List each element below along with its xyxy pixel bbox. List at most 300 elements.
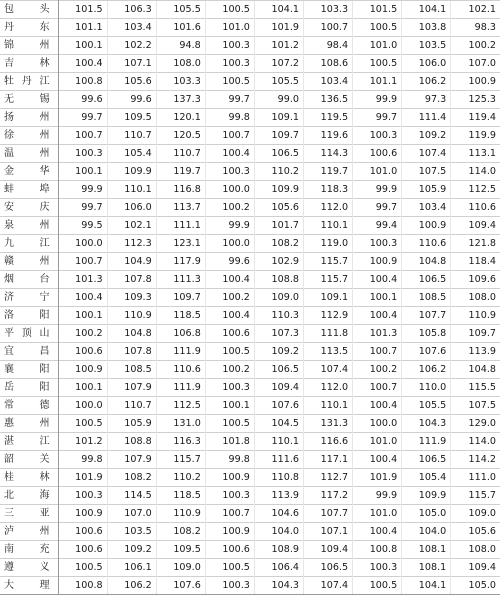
index-value-cell: 107.7 xyxy=(402,307,451,325)
table-row xyxy=(0,361,500,379)
index-value-cell: 110.1 xyxy=(254,433,303,451)
index-value-cell: 107.6 xyxy=(156,577,205,595)
index-value-cell: 105.5 xyxy=(402,397,451,415)
index-value-cell: 100.8 xyxy=(58,73,107,91)
index-value-cell: 99.6 xyxy=(205,253,254,271)
index-value-cell: 100.9 xyxy=(353,253,402,271)
index-value-cell: 99.6 xyxy=(107,91,156,109)
index-value-cell: 119.7 xyxy=(303,163,352,181)
city-name-cell: 南 充 xyxy=(0,541,58,559)
city-name-cell: 包 头 xyxy=(0,1,58,19)
index-value-cell: 119.5 xyxy=(303,109,352,127)
index-value-cell: 105.0 xyxy=(402,505,451,523)
city-name-cell: 扬 州 xyxy=(0,109,58,127)
index-value-cell: 109.5 xyxy=(107,109,156,127)
index-value-cell: 100.5 xyxy=(58,415,107,433)
index-value-cell: 110.2 xyxy=(156,469,205,487)
index-value-cell: 109.9 xyxy=(254,181,303,199)
index-value-cell: 100.3 xyxy=(205,577,254,595)
index-value-cell: 100.2 xyxy=(205,361,254,379)
index-value-cell: 110.1 xyxy=(303,217,352,235)
index-value-cell: 108.5 xyxy=(402,289,451,307)
index-value-cell: 99.8 xyxy=(205,109,254,127)
index-value-cell: 100.7 xyxy=(205,505,254,523)
index-value-cell: 109.9 xyxy=(107,163,156,181)
index-value-cell: 116.8 xyxy=(156,181,205,199)
index-value-cell: 115.7 xyxy=(451,487,500,505)
index-value-cell: 106.5 xyxy=(402,271,451,289)
index-value-cell: 108.0 xyxy=(451,289,500,307)
index-value-cell: 106.5 xyxy=(303,559,352,577)
table-row xyxy=(0,433,500,451)
index-value-cell: 100.6 xyxy=(58,343,107,361)
index-value-cell: 110.6 xyxy=(156,361,205,379)
index-value-cell: 107.1 xyxy=(303,523,352,541)
table-row xyxy=(0,91,500,109)
table-row xyxy=(0,541,500,559)
index-value-cell: 100.0 xyxy=(353,415,402,433)
index-value-cell: 108.1 xyxy=(402,559,451,577)
index-value-cell: 107.9 xyxy=(107,451,156,469)
index-value-cell: 99.7 xyxy=(353,109,402,127)
index-value-cell: 100.3 xyxy=(58,487,107,505)
table-row xyxy=(0,577,500,595)
index-value-cell: 99.7 xyxy=(58,109,107,127)
table-row xyxy=(0,37,500,55)
index-value-cell: 118.5 xyxy=(156,487,205,505)
index-value-cell: 100.3 xyxy=(205,487,254,505)
index-value-cell: 112.5 xyxy=(451,181,500,199)
index-value-cell: 109.4 xyxy=(451,217,500,235)
city-name-cell: 平顶山 xyxy=(0,325,58,343)
city-name-cell: 泉 州 xyxy=(0,217,58,235)
index-value-cell: 97.3 xyxy=(402,91,451,109)
index-value-cell: 107.3 xyxy=(254,325,303,343)
index-value-cell: 100.1 xyxy=(58,307,107,325)
table-row xyxy=(0,109,500,127)
index-value-cell: 100.2 xyxy=(205,199,254,217)
index-value-cell: 112.9 xyxy=(303,307,352,325)
index-value-cell: 100.3 xyxy=(353,127,402,145)
index-value-cell: 107.0 xyxy=(107,505,156,523)
index-value-cell: 111.8 xyxy=(303,325,352,343)
index-value-cell: 100.3 xyxy=(58,145,107,163)
index-value-cell: 100.1 xyxy=(58,163,107,181)
index-value-cell: 100.3 xyxy=(205,379,254,397)
index-value-cell: 113.1 xyxy=(451,145,500,163)
index-value-cell: 118.5 xyxy=(156,307,205,325)
index-value-cell: 100.2 xyxy=(451,37,500,55)
index-value-cell: 100.4 xyxy=(58,289,107,307)
city-name-cell: 赣 州 xyxy=(0,253,58,271)
city-name-cell: 吉 林 xyxy=(0,55,58,73)
index-value-cell: 115.7 xyxy=(156,451,205,469)
index-value-cell: 100.5 xyxy=(205,343,254,361)
index-value-cell: 99.8 xyxy=(58,451,107,469)
index-value-cell: 120.1 xyxy=(156,109,205,127)
index-value-cell: 105.4 xyxy=(107,145,156,163)
city-name-cell: 大 理 xyxy=(0,577,58,595)
index-value-cell: 100.0 xyxy=(58,235,107,253)
index-value-cell: 101.2 xyxy=(254,37,303,55)
index-value-cell: 109.4 xyxy=(303,541,352,559)
table-row xyxy=(0,163,500,181)
index-value-cell: 125.3 xyxy=(451,91,500,109)
index-value-cell: 100.1 xyxy=(205,397,254,415)
index-value-cell: 103.4 xyxy=(107,19,156,37)
table-row xyxy=(0,73,500,91)
city-name-cell: 丹 东 xyxy=(0,19,58,37)
index-value-cell: 137.3 xyxy=(156,91,205,109)
index-value-cell: 106.1 xyxy=(107,559,156,577)
index-value-cell: 100.0 xyxy=(58,397,107,415)
index-value-cell: 100.4 xyxy=(205,271,254,289)
index-value-cell: 131.3 xyxy=(303,415,352,433)
table-row xyxy=(0,505,500,523)
index-value-cell: 119.9 xyxy=(451,127,500,145)
index-value-cell: 110.9 xyxy=(451,307,500,325)
index-value-cell: 99.4 xyxy=(353,217,402,235)
index-value-cell: 109.7 xyxy=(254,127,303,145)
index-value-cell: 106.8 xyxy=(156,325,205,343)
index-value-cell: 111.4 xyxy=(402,109,451,127)
index-value-cell: 105.6 xyxy=(254,199,303,217)
city-name-cell: 无 锡 xyxy=(0,91,58,109)
index-value-cell: 115.5 xyxy=(451,379,500,397)
table-row xyxy=(0,451,500,469)
index-value-cell: 108.1 xyxy=(402,541,451,559)
index-value-cell: 99.7 xyxy=(353,199,402,217)
city-name-cell: 蚌 埠 xyxy=(0,181,58,199)
index-value-cell: 110.1 xyxy=(303,397,352,415)
index-value-cell: 100.3 xyxy=(205,37,254,55)
index-value-cell: 101.5 xyxy=(58,1,107,19)
index-value-cell: 111.6 xyxy=(254,451,303,469)
index-value-cell: 112.3 xyxy=(107,235,156,253)
table-row xyxy=(0,181,500,199)
index-value-cell: 107.5 xyxy=(402,163,451,181)
index-value-cell: 119.4 xyxy=(451,109,500,127)
table-row xyxy=(0,199,500,217)
index-value-cell: 100.7 xyxy=(353,343,402,361)
index-value-cell: 107.6 xyxy=(402,343,451,361)
index-value-cell: 100.5 xyxy=(205,415,254,433)
index-value-cell: 101.3 xyxy=(353,325,402,343)
index-value-cell: 101.7 xyxy=(254,217,303,235)
index-value-cell: 104.1 xyxy=(254,1,303,19)
city-name-cell: 牡丹江 xyxy=(0,73,58,91)
table-row xyxy=(0,325,500,343)
index-value-cell: 129.0 xyxy=(451,415,500,433)
index-value-cell: 100.8 xyxy=(353,541,402,559)
index-value-cell: 119.7 xyxy=(156,163,205,181)
index-value-cell: 109.3 xyxy=(107,289,156,307)
index-value-cell: 103.4 xyxy=(303,73,352,91)
index-value-cell: 103.5 xyxy=(107,523,156,541)
index-value-cell: 118.4 xyxy=(451,253,500,271)
index-value-cell: 102.1 xyxy=(451,1,500,19)
index-value-cell: 117.9 xyxy=(156,253,205,271)
index-value-cell: 111.9 xyxy=(156,343,205,361)
index-value-cell: 104.5 xyxy=(254,415,303,433)
index-value-cell: 100.2 xyxy=(58,325,107,343)
index-value-cell: 107.8 xyxy=(107,343,156,361)
index-value-cell: 114.2 xyxy=(451,451,500,469)
table-row xyxy=(0,19,500,37)
index-value-cell: 111.1 xyxy=(156,217,205,235)
index-value-cell: 100.9 xyxy=(451,73,500,91)
index-value-cell: 111.0 xyxy=(451,469,500,487)
index-value-cell: 107.4 xyxy=(303,577,352,595)
city-name-cell: 济 宁 xyxy=(0,289,58,307)
index-value-cell: 108.8 xyxy=(107,433,156,451)
index-value-cell: 110.2 xyxy=(254,163,303,181)
index-value-cell: 100.4 xyxy=(353,397,402,415)
index-value-cell: 100.2 xyxy=(205,289,254,307)
index-value-cell: 120.5 xyxy=(156,127,205,145)
index-value-cell: 100.9 xyxy=(402,217,451,235)
index-value-cell: 105.9 xyxy=(107,415,156,433)
index-value-cell: 105.4 xyxy=(402,469,451,487)
index-value-cell: 105.5 xyxy=(156,1,205,19)
index-value-cell: 109.5 xyxy=(156,541,205,559)
index-value-cell: 107.5 xyxy=(451,397,500,415)
index-value-cell: 116.6 xyxy=(303,433,352,451)
index-value-cell: 103.5 xyxy=(402,37,451,55)
index-value-cell: 105.8 xyxy=(402,325,451,343)
table-row xyxy=(0,469,500,487)
city-name-cell: 金 华 xyxy=(0,163,58,181)
index-value-cell: 109.1 xyxy=(303,289,352,307)
index-value-cell: 100.4 xyxy=(353,451,402,469)
index-value-cell: 110.3 xyxy=(254,307,303,325)
index-value-cell: 114.3 xyxy=(303,145,352,163)
table-row xyxy=(0,415,500,433)
index-value-cell: 110.9 xyxy=(107,307,156,325)
index-value-cell: 99.8 xyxy=(205,451,254,469)
index-value-cell: 104.8 xyxy=(107,325,156,343)
index-value-cell: 105.6 xyxy=(107,73,156,91)
index-value-cell: 112.0 xyxy=(303,379,352,397)
index-value-cell: 102.1 xyxy=(107,217,156,235)
index-value-cell: 100.3 xyxy=(205,55,254,73)
index-value-cell: 100.8 xyxy=(58,577,107,595)
index-value-cell: 111.9 xyxy=(156,379,205,397)
table-row xyxy=(0,289,500,307)
table-row xyxy=(0,1,500,19)
index-value-cell: 109.4 xyxy=(254,379,303,397)
index-value-cell: 115.7 xyxy=(303,271,352,289)
index-value-cell: 114.5 xyxy=(107,487,156,505)
index-value-cell: 109.0 xyxy=(451,505,500,523)
index-value-cell: 108.0 xyxy=(156,55,205,73)
city-name-cell: 九 江 xyxy=(0,235,58,253)
city-name-cell: 烟 台 xyxy=(0,271,58,289)
index-value-cell: 100.4 xyxy=(58,55,107,73)
index-value-cell: 110.1 xyxy=(107,181,156,199)
index-value-cell: 112.0 xyxy=(303,199,352,217)
index-value-cell: 100.4 xyxy=(353,271,402,289)
city-name-cell: 韶 关 xyxy=(0,451,58,469)
index-value-cell: 101.2 xyxy=(58,433,107,451)
index-value-cell: 98.3 xyxy=(451,19,500,37)
index-value-cell: 106.0 xyxy=(107,199,156,217)
index-value-cell: 119.6 xyxy=(303,127,352,145)
index-value-cell: 100.4 xyxy=(353,523,402,541)
index-value-cell: 110.8 xyxy=(254,469,303,487)
index-value-cell: 100.7 xyxy=(205,127,254,145)
index-value-cell: 101.1 xyxy=(58,19,107,37)
index-value-cell: 100.7 xyxy=(58,127,107,145)
index-value-cell: 100.5 xyxy=(353,577,402,595)
index-value-cell: 105.0 xyxy=(451,577,500,595)
index-value-cell: 107.7 xyxy=(303,505,352,523)
index-value-cell: 100.5 xyxy=(353,19,402,37)
table-row xyxy=(0,217,500,235)
table-row xyxy=(0,379,500,397)
index-value-cell: 104.1 xyxy=(402,577,451,595)
index-value-cell: 103.3 xyxy=(303,1,352,19)
index-value-cell: 106.2 xyxy=(107,577,156,595)
city-name-cell: 北 海 xyxy=(0,487,58,505)
index-value-cell: 117.2 xyxy=(303,487,352,505)
index-value-cell: 99.9 xyxy=(205,217,254,235)
index-value-cell: 136.5 xyxy=(303,91,352,109)
index-value-cell: 108.6 xyxy=(303,55,352,73)
index-value-cell: 100.3 xyxy=(205,163,254,181)
index-value-cell: 102.2 xyxy=(107,37,156,55)
index-value-cell: 100.5 xyxy=(205,559,254,577)
city-name-cell: 惠 州 xyxy=(0,415,58,433)
index-value-cell: 100.6 xyxy=(205,325,254,343)
city-name-cell: 徐 州 xyxy=(0,127,58,145)
index-value-cell: 104.0 xyxy=(254,523,303,541)
index-value-cell: 100.6 xyxy=(205,541,254,559)
index-value-cell: 109.9 xyxy=(402,487,451,505)
table-row xyxy=(0,253,500,271)
index-value-cell: 108.2 xyxy=(156,523,205,541)
index-value-cell: 131.0 xyxy=(156,415,205,433)
index-value-cell: 100.4 xyxy=(205,145,254,163)
index-value-cell: 105.5 xyxy=(254,73,303,91)
index-value-cell: 114.0 xyxy=(451,163,500,181)
index-value-cell: 111.9 xyxy=(402,433,451,451)
city-name-cell: 安 庆 xyxy=(0,199,58,217)
city-name-cell: 洛 阳 xyxy=(0,307,58,325)
index-value-cell: 100.6 xyxy=(58,523,107,541)
index-value-cell: 100.7 xyxy=(303,19,352,37)
index-value-cell: 100.7 xyxy=(58,253,107,271)
index-value-cell: 110.7 xyxy=(107,397,156,415)
index-value-cell: 113.7 xyxy=(156,199,205,217)
index-value-cell: 106.4 xyxy=(254,559,303,577)
index-value-cell: 104.3 xyxy=(254,577,303,595)
index-value-cell: 123.1 xyxy=(156,235,205,253)
index-value-cell: 100.6 xyxy=(58,541,107,559)
index-value-cell: 101.0 xyxy=(205,19,254,37)
table-row xyxy=(0,235,500,253)
index-value-cell: 101.9 xyxy=(254,19,303,37)
index-value-cell: 99.7 xyxy=(58,199,107,217)
index-value-cell: 104.3 xyxy=(402,415,451,433)
index-value-cell: 106.0 xyxy=(402,55,451,73)
index-value-cell: 100.5 xyxy=(353,55,402,73)
index-value-cell: 99.9 xyxy=(58,181,107,199)
index-value-cell: 112.5 xyxy=(156,397,205,415)
index-value-cell: 121.8 xyxy=(451,235,500,253)
index-value-cell: 102.9 xyxy=(254,253,303,271)
index-value-cell: 101.0 xyxy=(353,37,402,55)
index-value-cell: 113.9 xyxy=(254,487,303,505)
index-value-cell: 104.1 xyxy=(402,1,451,19)
index-value-cell: 107.4 xyxy=(303,361,352,379)
index-value-cell: 100.0 xyxy=(205,181,254,199)
city-name-cell: 宜 昌 xyxy=(0,343,58,361)
index-value-cell: 108.2 xyxy=(254,235,303,253)
city-name-cell: 桂 林 xyxy=(0,469,58,487)
index-value-cell: 104.0 xyxy=(402,523,451,541)
table-row xyxy=(0,271,500,289)
index-value-cell: 100.2 xyxy=(353,361,402,379)
index-value-cell: 107.9 xyxy=(107,379,156,397)
index-value-cell: 110.9 xyxy=(156,505,205,523)
index-value-cell: 99.0 xyxy=(254,91,303,109)
index-value-cell: 106.2 xyxy=(402,361,451,379)
index-value-cell: 106.5 xyxy=(254,361,303,379)
table-row xyxy=(0,487,500,505)
index-value-cell: 100.4 xyxy=(353,307,402,325)
index-value-cell: 106.2 xyxy=(402,73,451,91)
index-value-cell: 112.7 xyxy=(303,469,352,487)
index-value-cell: 110.6 xyxy=(451,199,500,217)
index-value-cell: 99.5 xyxy=(58,217,107,235)
index-value-cell: 100.9 xyxy=(58,505,107,523)
table-row xyxy=(0,343,500,361)
index-value-cell: 100.0 xyxy=(205,235,254,253)
index-value-cell: 108.8 xyxy=(254,271,303,289)
index-value-cell: 108.0 xyxy=(451,541,500,559)
index-value-cell: 109.0 xyxy=(156,559,205,577)
city-name-cell: 湛 江 xyxy=(0,433,58,451)
index-value-cell: 105.9 xyxy=(402,181,451,199)
index-value-cell: 109.2 xyxy=(254,343,303,361)
index-value-cell: 109.7 xyxy=(156,289,205,307)
index-value-cell: 101.6 xyxy=(156,19,205,37)
index-value-cell: 110.0 xyxy=(402,379,451,397)
index-value-cell: 106.5 xyxy=(402,451,451,469)
table-row xyxy=(0,559,500,577)
index-value-cell: 100.1 xyxy=(353,289,402,307)
table-row xyxy=(0,55,500,73)
city-name-cell: 常 德 xyxy=(0,397,58,415)
index-value-cell: 101.5 xyxy=(353,1,402,19)
index-value-cell: 99.9 xyxy=(353,91,402,109)
index-value-cell: 106.5 xyxy=(254,145,303,163)
index-value-cell: 98.4 xyxy=(303,37,352,55)
index-value-cell: 107.4 xyxy=(402,145,451,163)
table-row xyxy=(0,127,500,145)
index-value-cell: 109.2 xyxy=(107,541,156,559)
index-value-cell: 108.9 xyxy=(254,541,303,559)
index-value-cell: 100.7 xyxy=(353,379,402,397)
table-row xyxy=(0,397,500,415)
index-value-cell: 101.9 xyxy=(353,469,402,487)
index-value-cell: 100.6 xyxy=(353,145,402,163)
index-value-cell: 104.9 xyxy=(107,253,156,271)
index-value-cell: 105.6 xyxy=(451,523,500,541)
index-value-cell: 103.4 xyxy=(402,199,451,217)
index-value-cell: 109.6 xyxy=(451,271,500,289)
